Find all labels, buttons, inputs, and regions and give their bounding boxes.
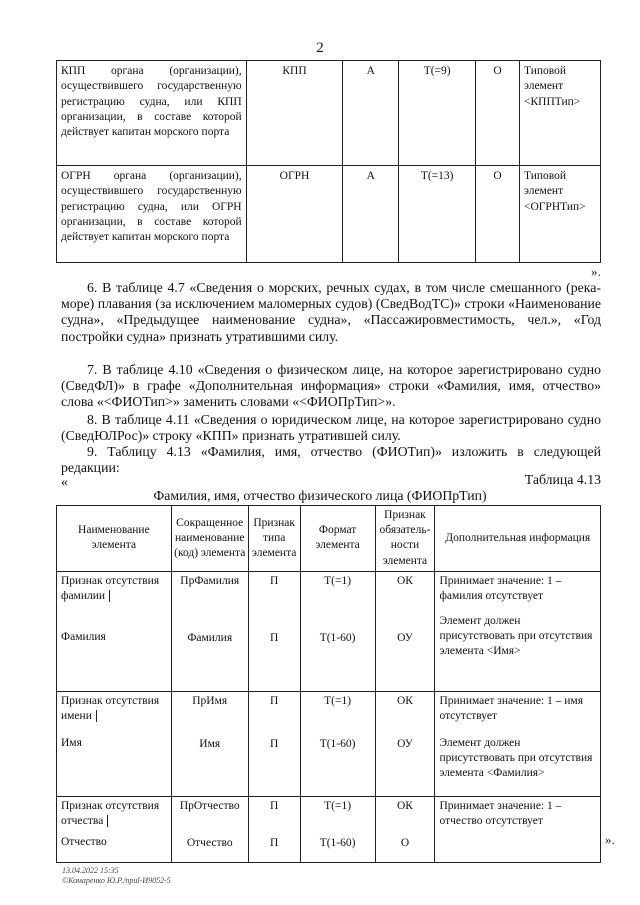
element-code-cell [171,691,248,796]
opening-quote: « [61,474,68,489]
column-header: Формат элемента [300,506,375,572]
element-type: П [270,694,279,707]
element-type: П [270,737,279,750]
element-format-cell [300,691,375,796]
element-format: Т(=1) [324,799,352,812]
paragraph-9-text: 9. Таблицу 4.13 «Фамилия, имя, отчество (ФИОТип)» изложить в следующей редакции: [61,444,601,476]
element-code-cell [171,571,248,691]
element-format-cell [300,571,375,691]
fio-table [56,505,601,863]
element-type: П [270,836,279,849]
element-info: Принимает значение: 1 – имя отсутствует [439,694,583,722]
element-name: Имя [61,737,82,750]
column-header: Признак обязатель-ности элемента [375,506,435,572]
element-info: Элемент должен присутствовать при отсутствия элемента <Фамилия> [439,737,593,780]
element-type-cell [248,796,300,862]
paragraph-8-text: 8. В таблице 4.11 «Сведения о юридическом лице, на которое зарегистрировано судно (СведЮЛРос)» строку «КПП» признать утратившей силу. [61,412,601,444]
table-row [57,61,601,166]
element-type-cell [248,691,300,796]
page-number: 2 [316,40,324,56]
element-name: Признак отсутствия имени [61,694,160,722]
element-code: Отчество [186,836,233,849]
element-format: Т(1-60) [319,631,356,644]
element-type: А [343,166,399,263]
element-format: Т(1-60) [319,836,356,849]
paragraph-8 [61,412,601,444]
element-format: Т(=9) [399,61,476,166]
element-info: Принимает значение: 1 – отчество отсутствует [439,799,562,827]
closing-quote: ». [605,832,615,847]
element-required-cell [375,571,435,691]
element-code: ОГРН [246,166,343,263]
element-info-cell [435,571,601,691]
element-name-cell [57,571,172,691]
paragraph-7 [61,362,601,411]
element-type: А [343,61,399,166]
table-row [57,571,601,691]
element-required: ОУ [397,737,413,750]
table-header-row [57,506,601,572]
paragraph-7-text: 7. В таблице 4.10 «Сведения о физическом лице, на которое зарегистрировано судно (СведФЛ)» в графе «Дополнительная информация» строки «Фамилия, имя, отчество» слова «<ФИОТип>» заменить словами «<ФИОПрТип>». [61,362,601,410]
element-format: Т(=1) [324,694,352,707]
element-info-cell [435,691,601,796]
element-info: Принимает значение: 1 – фамилия отсутствует [439,574,562,602]
stamp-author: ©Комаренко Ю.Р./приl-И9052-5 [62,876,171,885]
document-stamp [62,866,171,886]
element-required: ОК [396,574,413,587]
element-required: О [476,166,520,263]
element-required: О [400,836,410,849]
element-required: ОК [396,694,413,707]
element-name: Отчество [61,836,107,849]
element-name: Признак отсутствия отчества [61,799,160,827]
continuation-table [56,60,601,263]
paragraph-6 [61,280,601,345]
paragraph-9 [61,444,601,476]
element-type: П [270,574,279,587]
element-code: Имя [199,737,221,750]
element-required-cell [375,691,435,796]
element-type: П [270,631,279,644]
element-code: КПП [246,61,343,166]
element-code: ПрИмя [192,694,228,707]
column-header: Наименование элемента [57,506,172,572]
element-required: О [476,61,520,166]
element-type-cell [248,571,300,691]
table-title: Фамилия, имя, отчество физического лица (ФИОПрТип) [153,488,487,503]
element-format: Т(=1) [324,574,352,587]
element-required-cell [375,796,435,862]
table-row [57,796,601,862]
element-code: ПрФамилия [180,574,240,587]
element-required: ОК [396,799,413,812]
element-code-cell [171,796,248,862]
element-name: Фамилия [61,631,106,644]
element-name: КПП органа (организации), осуществившего государственную регистрацию судна, или КПП организации, в составе которой действует капитан морского порта [57,61,247,166]
table-row [57,691,601,796]
element-code: ПрОтчество [179,799,240,812]
text-cursor [96,710,97,722]
column-header: Дополнительная информация [435,506,601,572]
element-name-cell [57,796,172,862]
table-row [57,166,601,263]
element-name: ОГРН органа (организации), осуществившего государственную регистрацию судна, или ОГРН организации, в составе которой действует капитан морского порта [57,166,247,263]
table-caption: Таблица 4.13 [524,472,601,487]
element-info: Типовой элемент <ОГРНТип> [519,166,600,263]
closing-quote: ». [591,264,601,279]
paragraph-6-text: 6. В таблице 4.7 «Сведения о морских, речных судах, в том числе смешанного (река-море) плавания (за исключением маломерных судов) (СведВодТС)» строки «Наименование судна», «Предыдущее наименование судна», «Пассажировместимость, чел.», «Год постройки судна» признать утратившими силу. [61,280,601,344]
element-code: Фамилия [187,631,233,644]
element-format: Т(1-60) [319,737,356,750]
element-name: Признак отсутствия фамилии [61,574,160,602]
element-info: Типовой элемент <КППТип> [519,61,600,166]
text-cursor [107,815,108,827]
text-cursor [109,590,110,602]
column-header: Сокращенное наименование (код) элемента [171,506,248,572]
stamp-timestamp: 13.04.2022 15:35 [62,866,119,875]
element-format: Т(=13) [399,166,476,263]
element-name-cell [57,691,172,796]
column-header: Признак типа элемента [248,506,300,572]
element-info-cell [435,796,601,862]
element-type: П [270,799,279,812]
element-info: Элемент должен присутствовать при отсутствия элемента <Имя> [439,615,593,658]
element-format-cell [300,796,375,862]
element-required: ОУ [397,631,413,644]
